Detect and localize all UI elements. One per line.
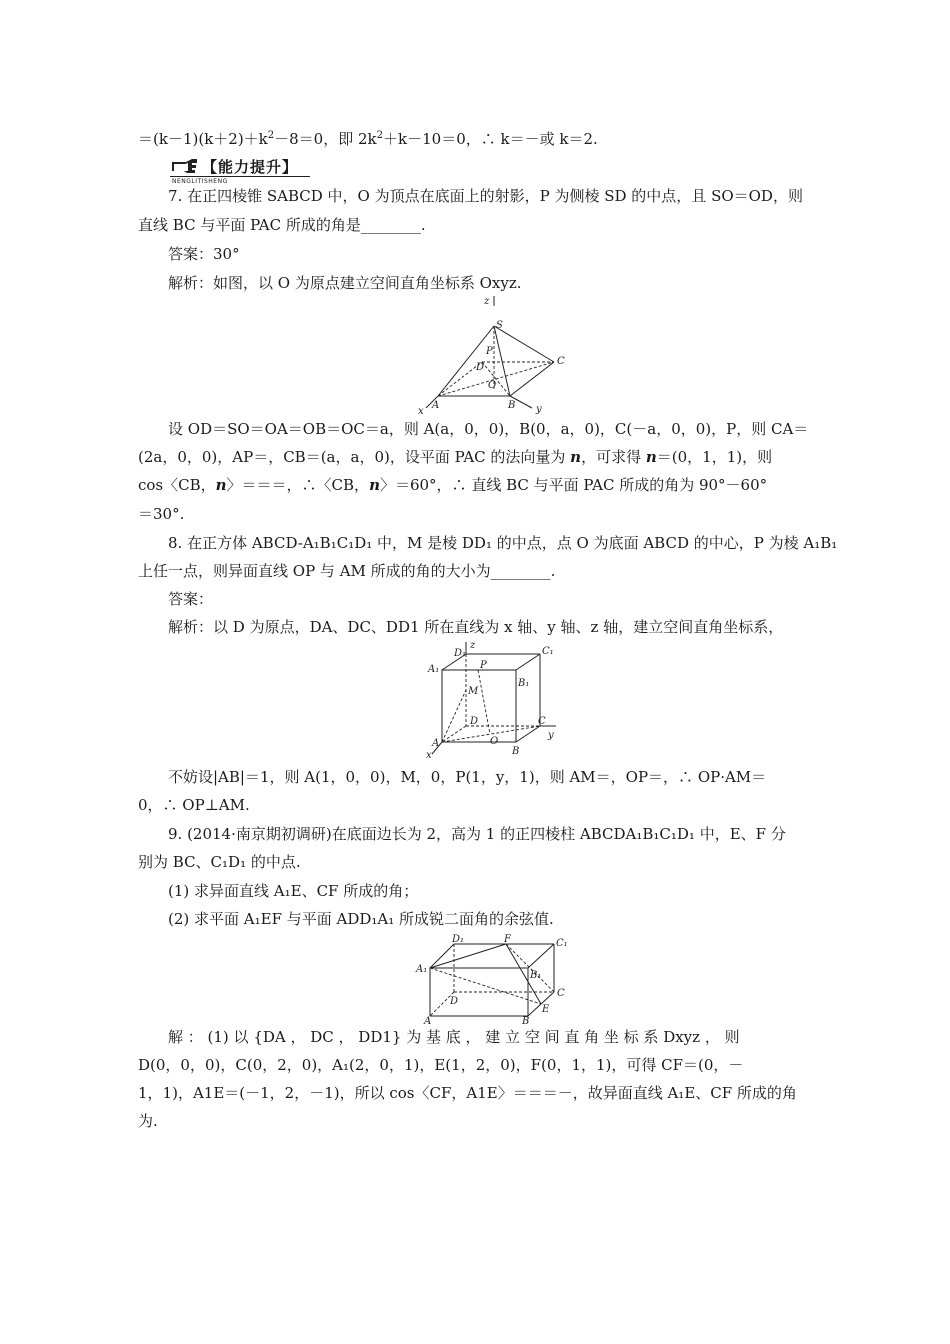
text-part: －8＝0，即 2k: [274, 130, 377, 148]
label-A: A: [432, 400, 440, 411]
divider: [170, 176, 310, 177]
q8-answer: 答案：: [168, 590, 214, 608]
vector-n: n: [645, 448, 657, 466]
label-C: C: [557, 356, 565, 367]
label-P: P: [480, 660, 487, 671]
q8-line2: 上任一点，则异面直线 OP 与 AM 所成的角的大小为________.: [138, 562, 556, 580]
text-part: 〉＝60°，∴ 直线 BC 与平面 PAC 所成的角为 90°－60°: [379, 476, 768, 494]
pointing-hand-icon: [170, 154, 200, 176]
q7-sol3: [138, 475, 767, 495]
text-part: (2a，0，0)，AP＝，CB＝(a，a，0)，设平面 PAC 的法向量为: [138, 448, 571, 466]
label-D: D: [470, 716, 479, 727]
label-D: D: [476, 362, 485, 373]
text-part: 〉＝＝＝，∴〈CB，: [226, 476, 370, 494]
text-part: cos〈CB，: [138, 476, 216, 494]
label-M: M: [468, 686, 479, 697]
q9-line2: 别为 BC、C₁D₁ 的中点.: [138, 853, 301, 871]
label-B: B: [508, 400, 516, 411]
q9-part2: (2) 求平面 A₁EF 与平面 ADD₁A₁ 所成锐二面角的余弦值.: [168, 910, 554, 928]
label-A: A: [432, 738, 440, 749]
vector-n: n: [570, 448, 582, 466]
label-P: P: [486, 346, 493, 357]
label-y: y: [536, 404, 542, 415]
label-D: D: [450, 996, 459, 1007]
label-D1: D₁: [452, 934, 465, 945]
q7-line1: 7. 在正四棱锥 SABCD 中，O 为顶点在底面上的射影，P 为侧棱 SD 的中点，且 SO＝OD，则: [168, 187, 803, 205]
label-z: z: [484, 296, 490, 307]
label-E: E: [542, 1004, 550, 1015]
label-B: B: [522, 1016, 530, 1024]
label-B: B: [512, 746, 520, 757]
label-C: C: [557, 988, 565, 999]
q8-analysis: 解析：以 D 为原点，DA、DC、DD1 所在直线为 x 轴、y 轴、z 轴，建立空间直角坐标系，: [168, 618, 784, 636]
q7-sol1: 设 OD＝SO＝OA＝OB＝OC＝a，则 A(a，0，0)，B(0，a，0)，C(－a，0，0)，P，则 CA＝: [168, 420, 809, 438]
label-D1: D₁: [454, 648, 467, 659]
q7-line2: 直线 BC 与平面 PAC 所成的角是________.: [138, 216, 426, 234]
text-part: ＋k－10＝0，∴ k＝－或 k＝2.: [383, 130, 598, 148]
text-part: ，可求得: [581, 448, 646, 466]
section-pinyin: NENGLITISHENG: [172, 178, 228, 185]
q7-answer: 答案：30°: [168, 245, 240, 263]
q7-sol4: ＝30°.: [138, 505, 185, 523]
superscript: 2: [267, 130, 275, 141]
pyramid-figure: [410, 296, 580, 416]
label-O: O: [488, 380, 497, 391]
vector-n: n: [369, 476, 380, 494]
label-F: F: [504, 934, 511, 945]
label-A: A: [424, 1016, 432, 1024]
label-x: x: [426, 750, 432, 760]
label-C1: C₁: [556, 938, 568, 949]
label-C: C: [538, 716, 546, 727]
superscript: 2: [376, 130, 384, 141]
label-x: x: [418, 406, 424, 416]
vector-n: n: [215, 476, 227, 494]
cube-figure: [420, 640, 560, 760]
q9-part1: (1) 求异面直线 A₁E、CF 所成的角；: [168, 882, 419, 900]
continuation-line: [138, 126, 598, 149]
q9-sol3: 1，1)，A1E＝(－1，2，－1)，所以 cos〈CF，A1E〉＝＝＝－，故异面直线 A₁E、CF 所成的角: [138, 1084, 797, 1102]
q9-line1: 9. (2014·南京期初调研)在底面边长为 2，高为 1 的正四棱柱 ABCDA₁B₁C₁D₁ 中，E、F 分: [168, 825, 786, 843]
prism-figure: [414, 934, 574, 1024]
q8-sol2: 0，∴ OP⊥AM.: [138, 796, 250, 814]
q9-sol4: 为.: [138, 1112, 158, 1130]
label-y: y: [548, 730, 554, 741]
text-part: ＝(0，1，1)，则: [656, 448, 773, 466]
label-O: O: [490, 736, 499, 747]
text-part: ＝(k－1)(k＋2)＋k: [138, 130, 268, 148]
q9-sol1: 解 ： (1) 以 {DA ， DC ， DD1} 为 基 底 ， 建 立 空 间 直 角 坐 标 系 Dxyz ， 则: [168, 1028, 740, 1046]
q8-sol1: 不妨设|AB|＝1，则 A(1，0，0)，M，0，P(1，y，1)，则 AM＝，OP＝，∴ OP·AM＝: [168, 768, 767, 786]
label-C1: C₁: [542, 646, 554, 657]
label-z: z: [470, 640, 476, 651]
section-badge: [170, 154, 310, 184]
label-S: S: [496, 320, 503, 331]
q7-analysis: 解析：如图，以 O 为原点建立空间直角坐标系 Oxyz.: [168, 274, 522, 292]
label-A1: A₁: [416, 964, 428, 975]
q7-sol2: [138, 447, 772, 467]
q9-sol2: D(0，0，0)，C(0，2，0)，A₁(2，0，1)，E(1，2，0)，F(0，1，1)，可得 CF＝(0，－: [138, 1056, 744, 1074]
label-A1: A₁: [428, 664, 440, 675]
label-B1: B₁: [518, 678, 530, 689]
label-B1: B₁: [530, 970, 542, 981]
section-title: 【能力提升】: [202, 158, 299, 176]
q8-line1: 8. 在正方体 ABCD-A₁B₁C₁D₁ 中，M 是棱 DD₁ 的中点，点 O 为底面 ABCD 的中心，P 为棱 A₁B₁: [168, 534, 838, 552]
